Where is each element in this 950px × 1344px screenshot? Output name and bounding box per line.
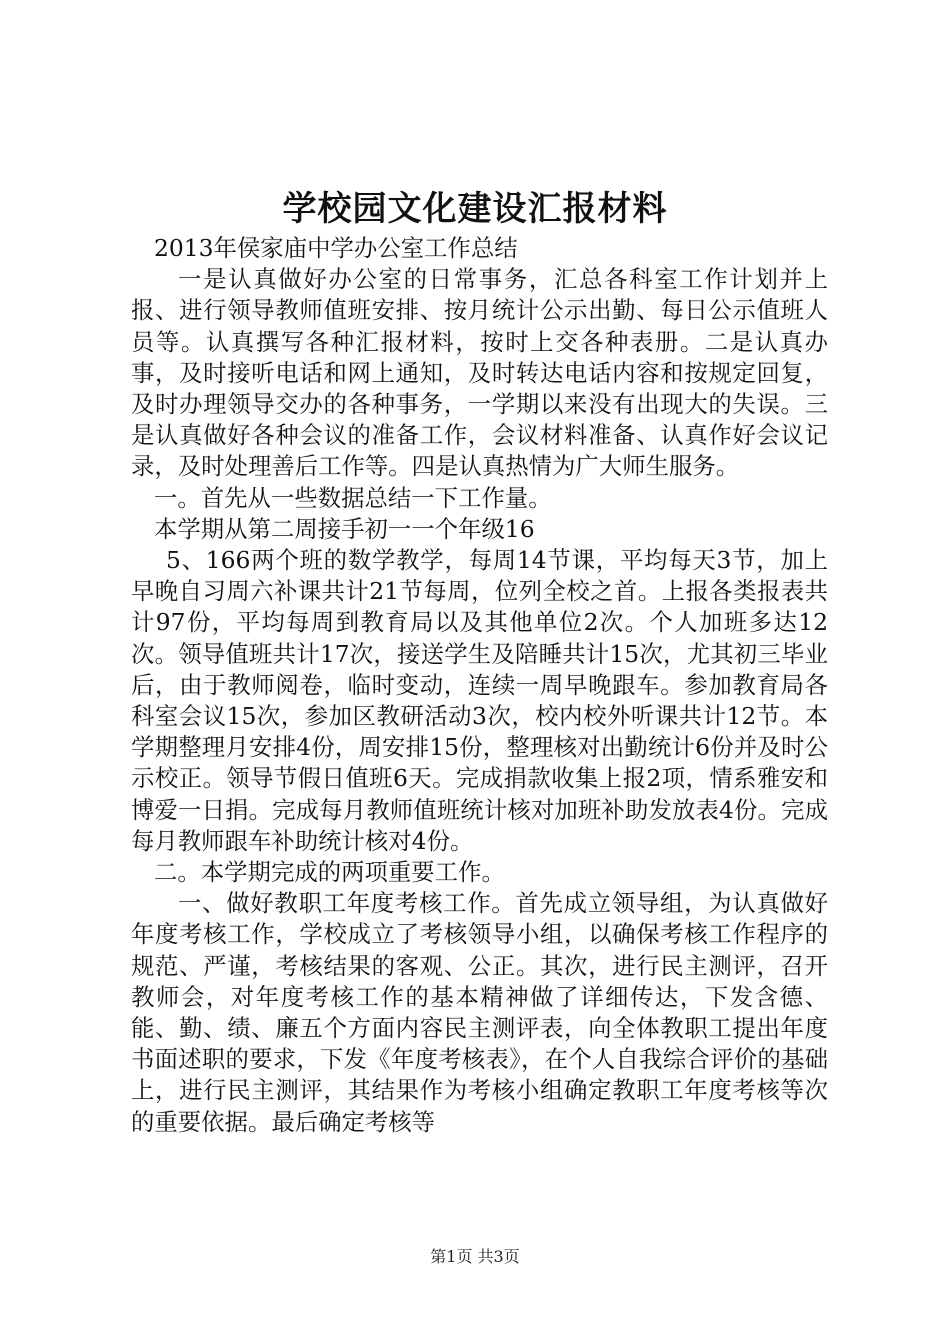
page-number-footer: 第1页 共3页 xyxy=(430,1247,520,1266)
paragraph-section-one-heading: 一。首先从一些数据总结一下工作量。 xyxy=(154,483,552,512)
paragraph-subtitle: 2013年侯家庙中学办公室工作总结 xyxy=(154,234,518,262)
document-body xyxy=(131,233,828,1138)
paragraph-office-duties: 一是认真做好办公室的日常事务，汇总各科室工作计划并上报、进行领导教师值班安排、按月统计公示出勤、每日公示值班人员等。认真撰写各种汇报材料，按时上交各种表册。二是认真办事，及时接听电话和网上通知，及时转达电话内容和按规定回复，及时办理领导交办的各种事务，一学期以来没有出现大的失误。三是认真做好各种会议的准备工作，会议材料准备、认真作好会议记录，及时处理善后工作等。四是认真热情为广大师生服务。 xyxy=(131,265,828,481)
paragraph-annual-assessment: 一、做好教职工年度考核工作。首先成立领导组，为认真做好年度考核工作，学校成立了考核领导小组，以确保考核工作程序的规范、严谨，考核结果的客观、公正。其次，进行民主测评，召开教师会，对年度考核工作的基本精神做了详细传达，下发含德、能、勤、绩、廉五个方面内容民主测评表，向全体教职工提出年度书面述职的要求，下发《年度考核表》，在个人自我综合评价的基础上，进行民主测评，其结果作为考核小组确定教职工年度考核等次的重要依据。最后确定考核等 xyxy=(131,889,828,1136)
paragraph-workload-stats: 5、166两个班的数学教学，每周14节课，平均每天3节，加上早晚自习周六补课共计21节每周，位列全校之首。上报各类报表共计97份，平均每周到教育局以及其他单位2次。个人加班多达12次。领导值班共计17次，接送学生及陪睡共计15次，尤其初三毕业后，由于教师阅卷，临时变动，连续一周早晚跟车。参加教育局各科室会议15次，参加区教研活动3次，校内校外听课共计12节。本学期整理月安排4份，周安排15份，整理核对出勤统计6份并及时公示校正。领导节假日值班6天。完成捐款收集上报2项，情系雅安和博爱一日捐。完成每月教师值班统计核对加班补助发放表4份。完成每月教师跟车补助统计核对4份。 xyxy=(131,546,828,855)
paragraph-section-two-heading: 二。本学期完成的两项重要工作。 xyxy=(154,858,505,887)
document-title: 学校园文化建设汇报材料 xyxy=(282,189,668,229)
paragraph-semester-intro: 本学期从第二周接手初一一个年级16 xyxy=(154,514,535,543)
